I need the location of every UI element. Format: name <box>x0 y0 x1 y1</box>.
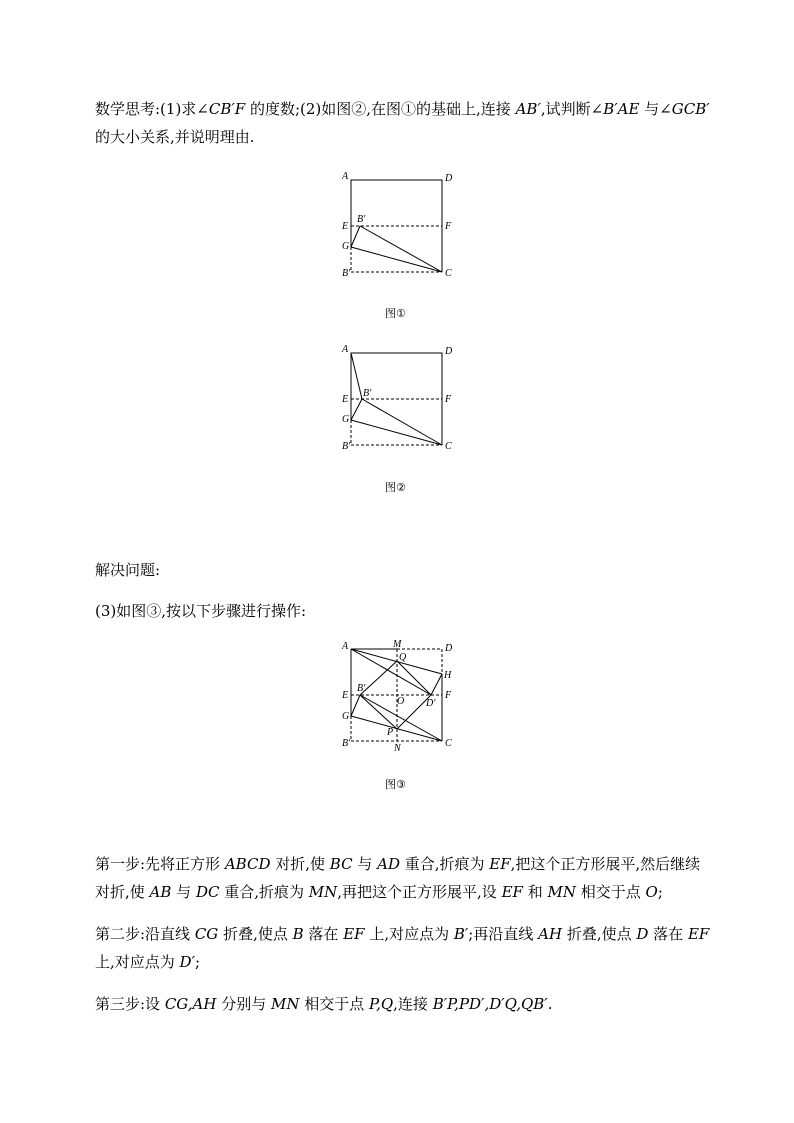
label-a: A <box>342 171 349 182</box>
label-c: C <box>445 738 452 749</box>
label-a: A <box>342 641 349 652</box>
figure-1-caption: 图① <box>385 307 406 320</box>
label-b: B′ <box>342 268 351 279</box>
label-d-prime: D′ <box>426 698 436 709</box>
label-e: E <box>342 394 349 405</box>
label-m: M <box>393 639 402 650</box>
segment-gbp <box>351 695 360 716</box>
label-p: P <box>387 727 394 738</box>
step-intro: (3)如图③,按以下步骤进行操作: <box>95 602 307 620</box>
segment-hdp <box>431 674 442 695</box>
label-f: F <box>445 690 452 701</box>
step-3: 第三步:设 CG,AH 分别与 MN 相交于点 P,Q,连接 B′P,PD′,D′Q,QB′. <box>95 995 553 1013</box>
label-g: G <box>342 241 350 252</box>
label-e: E <box>342 690 349 701</box>
label-b-prime: B′ <box>363 388 372 399</box>
step-1: 第一步:先将正方形 ABCD 对折,使 BC 与 AD 重合,折痕为 EF,把这个正方形展平,然后继续对折,使 AB 与 DC 重合,折痕为 MN,再把这个正方形展平,设 EF 和 MN 相交于点 O; <box>95 855 701 901</box>
figure-2-caption: 图② <box>385 481 406 494</box>
segment-bpc <box>362 399 442 445</box>
label-d: D <box>445 643 453 654</box>
figure-1 <box>330 168 470 283</box>
label-n: N <box>394 743 401 754</box>
label-b-prime: B′ <box>357 214 366 225</box>
label-g: G <box>342 414 350 425</box>
label-g: G <box>342 711 350 722</box>
figure-3 <box>330 637 470 755</box>
label-b: B′ <box>342 738 351 749</box>
segment-gc <box>351 247 442 272</box>
segment-gbp <box>351 399 362 420</box>
solve-heading: 解决问题: <box>95 561 161 579</box>
step-2: 第二步:沿直线 CG 折叠,使点 B 落在 EF 上,对应点为 B′;再沿直线 AH 折叠,使点 D 落在 EF 上,对应点为 D′; <box>95 925 710 971</box>
label-b: B′ <box>342 441 351 452</box>
label-q: Q <box>399 652 407 663</box>
label-e: E <box>342 221 349 232</box>
segment-bpq <box>360 661 397 695</box>
label-d: D <box>445 173 453 184</box>
label-a: A <box>342 344 349 355</box>
label-o: O <box>397 696 405 707</box>
label-d: D <box>445 346 453 357</box>
question-paragraph: 数学思考:(1)求∠CB′F 的度数;(2)如图②,在图①的基础上,连接 AB′,试判断∠B′AE 与∠GCB′的大小关系,并说明理由. <box>95 100 710 146</box>
label-h: H <box>444 670 452 681</box>
segment-gc <box>351 420 442 445</box>
label-f: F <box>445 394 452 405</box>
segment-abp <box>351 353 362 399</box>
figure-2 <box>330 341 470 456</box>
label-b-prime: B′ <box>357 683 366 694</box>
label-c: C <box>445 441 452 452</box>
label-f: F <box>445 221 452 232</box>
segment-bpc <box>360 226 442 272</box>
label-c: C <box>445 268 452 279</box>
segment-gbp <box>351 226 360 247</box>
figure-3-caption: 图③ <box>385 778 406 791</box>
